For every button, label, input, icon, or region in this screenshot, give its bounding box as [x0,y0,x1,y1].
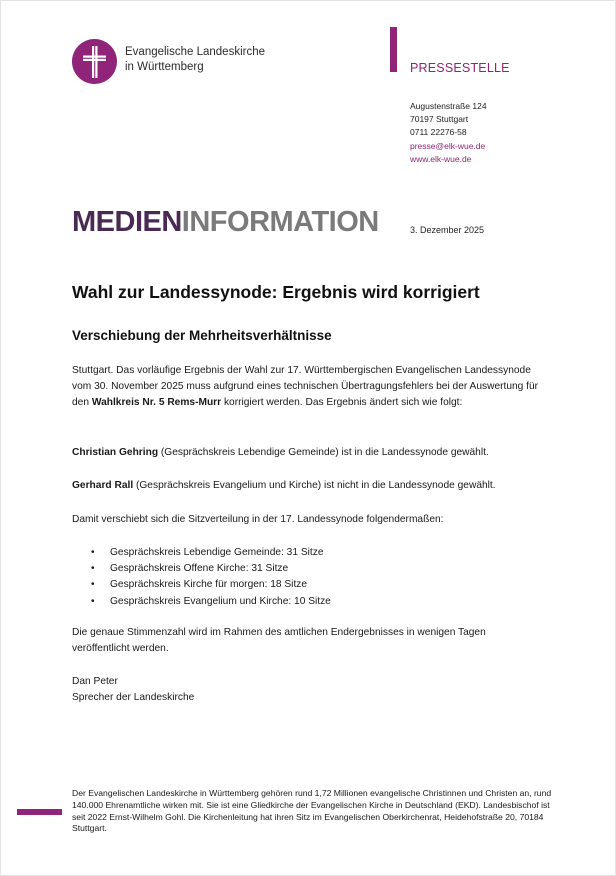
org-name-line2: in Württemberg [125,61,204,73]
list-item: • Gesprächskreis Evangelium und Kirche: 10 Sitze [72,594,331,610]
organization-name [125,45,265,75]
press-office-label: PRESSESTELLE [410,61,510,75]
intro-text-b: korrigiert werden. Das Ergebnis ändert sich wie folgt: [221,397,463,409]
contact-phone: 0711 22276-58 [410,127,467,138]
intro-text-bold: Wahlkreis Nr. 5 Rems-Murr [91,397,222,409]
not-elected-name: Gerhard Rall [72,480,134,491]
signature-role: Sprecher der Landeskirche [72,692,195,704]
org-name-line1: Evangelische Landeskirche [125,46,266,58]
elected-text: (Gesprächskreis Lebendige Gemeinde) ist in die Landessynode gewählt. [158,447,489,458]
signature-block [72,674,552,706]
contact-email-link[interactable]: presse@elk-wue.de [410,140,486,151]
not-elected-text: (Gesprächskreis Evangelium und Kirche) ist nicht in die Landessynode gewählt. [133,480,496,491]
footer-accent-bar [17,809,62,815]
signature-name: Dan Peter [72,676,118,687]
list-item: • Gesprächskreis Kirche für morgen: 18 Sitze [72,577,331,593]
press-subtitle: Verschiebung der Mehrheitsverhältnisse [72,328,332,343]
intro-text-a: Stuttgart. Das vorläufige Ergebnis der Wahl zur 17. Württembergischen Evangelischen Landessynode vom 30. November 2025 muss aufgrund eines technischen Übertragungsfehlers bei der Auswertung für den [72,365,539,409]
heading-part-medien: MEDIEN [72,206,182,238]
intro-paragraph [72,363,552,412]
not-elected-paragraph [72,478,552,494]
footer-boilerplate: Der Evangelischen Landeskirche in Württemberg gehören rund 1,72 Millionen evangelische Christinnen und Christen an, rund 140.000 Ehrenamtliche wirken mit. Sie ist eine Gliedkirche der Evangelischen Kirche in Deutschland (EKD). Landesbischof ist seit 2022 Ernst-Wilhelm Gohl. Die Kirchenleitung hat ihren Sitz im Evangelischen Oberkirchenrat, Heidehofstraße 20, 70184 Stuttgart. [72,788,552,834]
media-information-heading [72,204,379,240]
heading-part-information: INFORMATION [181,206,379,238]
elected-paragraph [72,445,552,461]
list-item: • Gesprächskreis Offene Kirche: 31 Sitze [72,561,331,577]
contact-block [410,100,487,166]
seat-distribution-list [72,545,331,610]
contact-street: Augustenstraße 124 [410,101,487,111]
church-logo-cross-icon [72,39,117,84]
contact-web-link[interactable]: www.elk-wue.de [410,153,472,164]
header-accent-bar [390,27,397,72]
final-paragraph: Die genaue Stimmenzahl wird im Rahmen des amtlichen Endergebnisses in wenigen Tagen veröffentlicht werden. [72,627,486,655]
contact-city: 70197 Stuttgart [410,114,469,125]
list-item: • Gesprächskreis Lebendige Gemeinde: 31 Sitze [72,545,331,561]
press-title: Wahl zur Landessynode: Ergebnis wird korrigiert [72,282,480,302]
seat-distribution-intro: Damit verschiebt sich die Sitzverteilung in der 17. Landessynode folgendermaßen: [72,514,444,525]
release-date: 3. Dezember 2025 [410,225,485,235]
elected-name: Christian Gehring [72,447,159,458]
